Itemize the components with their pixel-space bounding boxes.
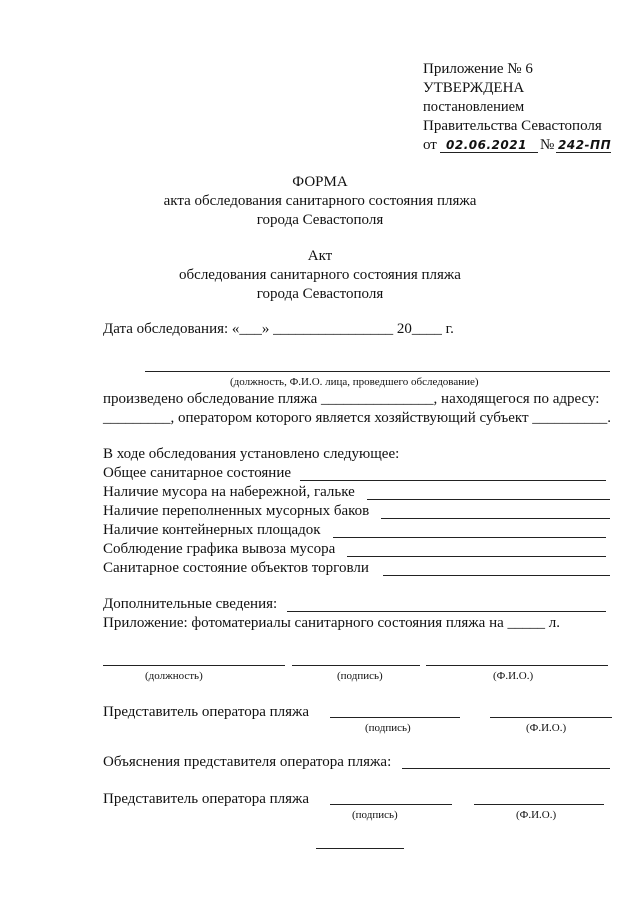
- act-subtitle-2: города Севастополя: [256, 286, 384, 302]
- act-subtitle-1: обследования санитарного состояния пляжа: [179, 267, 461, 283]
- attachment-line: Приложение: фотоматериалы санитарного состояния пляжа на _____ л.: [103, 615, 560, 631]
- representative-signature-line: [330, 804, 452, 805]
- decree-number-line: [556, 152, 611, 153]
- representative-fio-line: [490, 717, 612, 718]
- signature-caption: (подпись): [337, 670, 383, 682]
- position-line: [103, 665, 285, 666]
- decree-date-handwritten: 02.06.2021: [446, 138, 527, 152]
- finding-line: [383, 575, 610, 576]
- inspection-text-line-1: произведено обследование пляжа _______________, находящегося по адресу:: [103, 391, 600, 407]
- government-label: Правительства Севастополя: [423, 118, 602, 134]
- from-label: от: [423, 137, 437, 153]
- finding-line: [367, 499, 610, 500]
- appendix-number: Приложение № 6: [423, 61, 533, 77]
- representative-label: Представитель оператора пляжа: [103, 791, 310, 807]
- signature-line: [292, 665, 420, 666]
- explanations-line: [402, 768, 610, 769]
- decree-label: постановлением: [423, 99, 525, 115]
- finding-item: Общее санитарное состояние: [103, 465, 292, 481]
- finding-line: [300, 480, 606, 481]
- representative-signature-caption: (подпись): [365, 722, 411, 734]
- representative-signature-caption: (подпись): [352, 809, 398, 821]
- closing-separator: [316, 848, 404, 849]
- approved-stamp: УТВЕРЖДЕНА: [423, 80, 525, 96]
- additional-info-line: [287, 611, 606, 612]
- inspector-line: [145, 371, 610, 372]
- position-caption: (должность): [145, 670, 203, 682]
- finding-line: [333, 537, 606, 538]
- finding-item: Соблюдение графика вывоза мусора: [103, 541, 336, 557]
- finding-item: Наличие контейнерных площадок: [103, 522, 321, 538]
- inspection-text-line-2: _________, оператором которого является хозяйствующий субъект __________.: [103, 410, 612, 426]
- fio-line: [426, 665, 608, 666]
- explanations-label: Объяснения представителя оператора пляжа:: [103, 754, 392, 770]
- finding-item: Санитарное состояние объектов торговли: [103, 560, 369, 576]
- form-subtitle-2: города Севастополя: [256, 212, 384, 228]
- fio-caption: (Ф.И.О.): [493, 670, 534, 682]
- representative-fio-caption: (Ф.И.О.): [526, 722, 567, 734]
- finding-item: Наличие переполненных мусорных баков: [103, 503, 370, 519]
- decree-date-line: [440, 152, 538, 153]
- form-title: ФОРМА: [292, 174, 348, 190]
- finding-item: Наличие мусора на набережной, гальке: [103, 484, 355, 500]
- finding-line: [381, 518, 610, 519]
- inspection-date-row: Дата обследования: «___» ________________ 20____ г.: [103, 321, 454, 337]
- finding-line: [347, 556, 606, 557]
- number-sign: №: [540, 137, 555, 153]
- representative-label: Представитель оператора пляжа: [103, 704, 310, 720]
- representative-signature-line: [330, 717, 460, 718]
- inspector-caption: (должность, Ф.И.О. лица, проведшего обследование): [230, 376, 479, 388]
- act-title: Акт: [307, 248, 333, 264]
- representative-fio-line: [474, 804, 604, 805]
- additional-info-label: Дополнительные сведения:: [103, 596, 278, 612]
- form-subtitle-1: акта обследования санитарного состояния пляжа: [163, 193, 477, 209]
- representative-fio-caption: (Ф.И.О.): [516, 809, 557, 821]
- findings-intro: В ходе обследования установлено следующее:: [103, 446, 400, 462]
- decree-number-handwritten: 242-ПП: [558, 138, 612, 152]
